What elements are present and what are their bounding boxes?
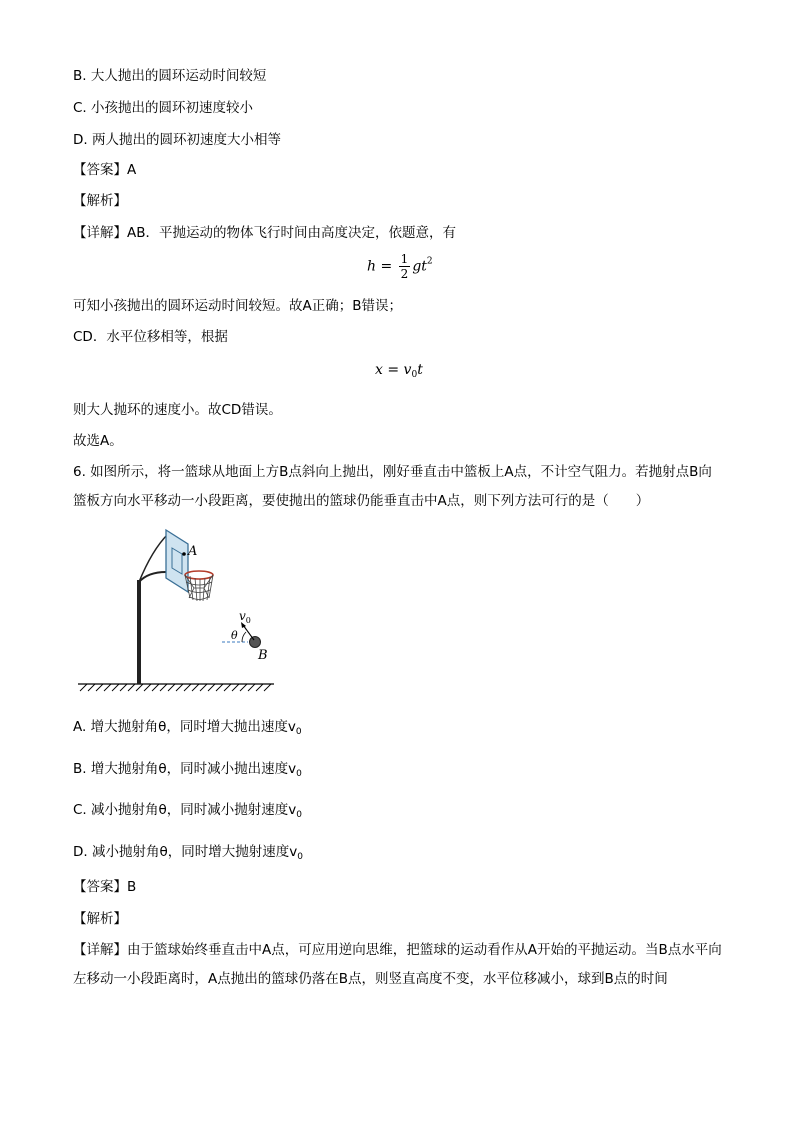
formula-h: h = $\frac{1}{2}$ $gt^2$ — [367, 252, 433, 281]
label-theta: θ — [231, 629, 238, 642]
q6-option-a: A. 增大抛射角θ，同时增大抛出速度$v_0$ — [73, 719, 302, 737]
backboard — [166, 530, 188, 592]
hoop-rim — [185, 571, 213, 579]
conclusion-2: 则大人抛环的速度小。故CD错误。 — [73, 402, 282, 418]
basketball-figure — [78, 528, 278, 692]
answer-prev: 【答案】A — [73, 162, 137, 178]
hoop-pole — [137, 580, 141, 684]
velocity-arrow — [243, 625, 254, 640]
label-b: B — [258, 648, 268, 663]
option-b-prev: B. 大人抛出的圆环运动时间较短 — [73, 68, 267, 84]
fraction-half: $\frac{1}{2}$ — [400, 252, 409, 281]
option-d-prev: D. 两人抛出的圆环初速度大小相等 — [73, 132, 281, 148]
label-v0: $v_0$ — [239, 609, 251, 625]
ground-hatch — [80, 684, 271, 691]
conclusion-1: 可知小孩抛出的圆环运动时间较短。故A正确；B错误； — [73, 298, 402, 314]
label-a: A — [188, 544, 198, 559]
detail-prev: 【详解】AB．平抛运动的物体飞行时间由高度决定，依题意，有 — [73, 225, 456, 241]
analysis-6: 【解析】 — [73, 911, 127, 927]
analysis-prev: 【解析】 — [73, 193, 127, 209]
option-c-prev: C. 小孩抛出的圆环初速度较小 — [73, 100, 254, 116]
theta-arc — [242, 632, 246, 642]
answer-6: 【答案】B — [73, 879, 137, 895]
point-a-marker — [182, 552, 186, 556]
basketball-ball — [250, 637, 261, 648]
pole-support — [139, 534, 168, 582]
q6-option-d: D. 减小抛射角θ，同时增大抛射速度$v_0$ — [73, 844, 303, 862]
detail-6: 【详解】由于篮球始终垂直击中A点，可应用逆向思维，把篮球的运动看作从A开始的平抛运动。当B点水平向左移动一小段距离时，A点抛出的篮球仍落在B点，则竖直高度不变，水平位移减小，球到B点的时间 — [73, 942, 722, 987]
q6-option-c: C. 减小抛射角θ，同时减小抛射速度$v_0$ — [73, 802, 302, 820]
cd-line: CD．水平位移相等，根据 — [73, 329, 228, 345]
choose-line: 故选A。 — [73, 433, 123, 449]
q6-option-b: B. 增大抛射角θ，同时减小抛出速度$v_0$ — [73, 761, 302, 779]
question-6-text: 6. 如图所示，将一篮球从地面上方B点斜向上抛出，刚好垂直击中篮板上A点，不计空气阻力。若抛射点B向篮板方向水平移动一小段距离，要使抛出的篮球仍能垂直击中A点，则下列方法可行的是（ ） — [73, 464, 712, 509]
formula-x: $x = v_0t$ — [375, 362, 423, 380]
